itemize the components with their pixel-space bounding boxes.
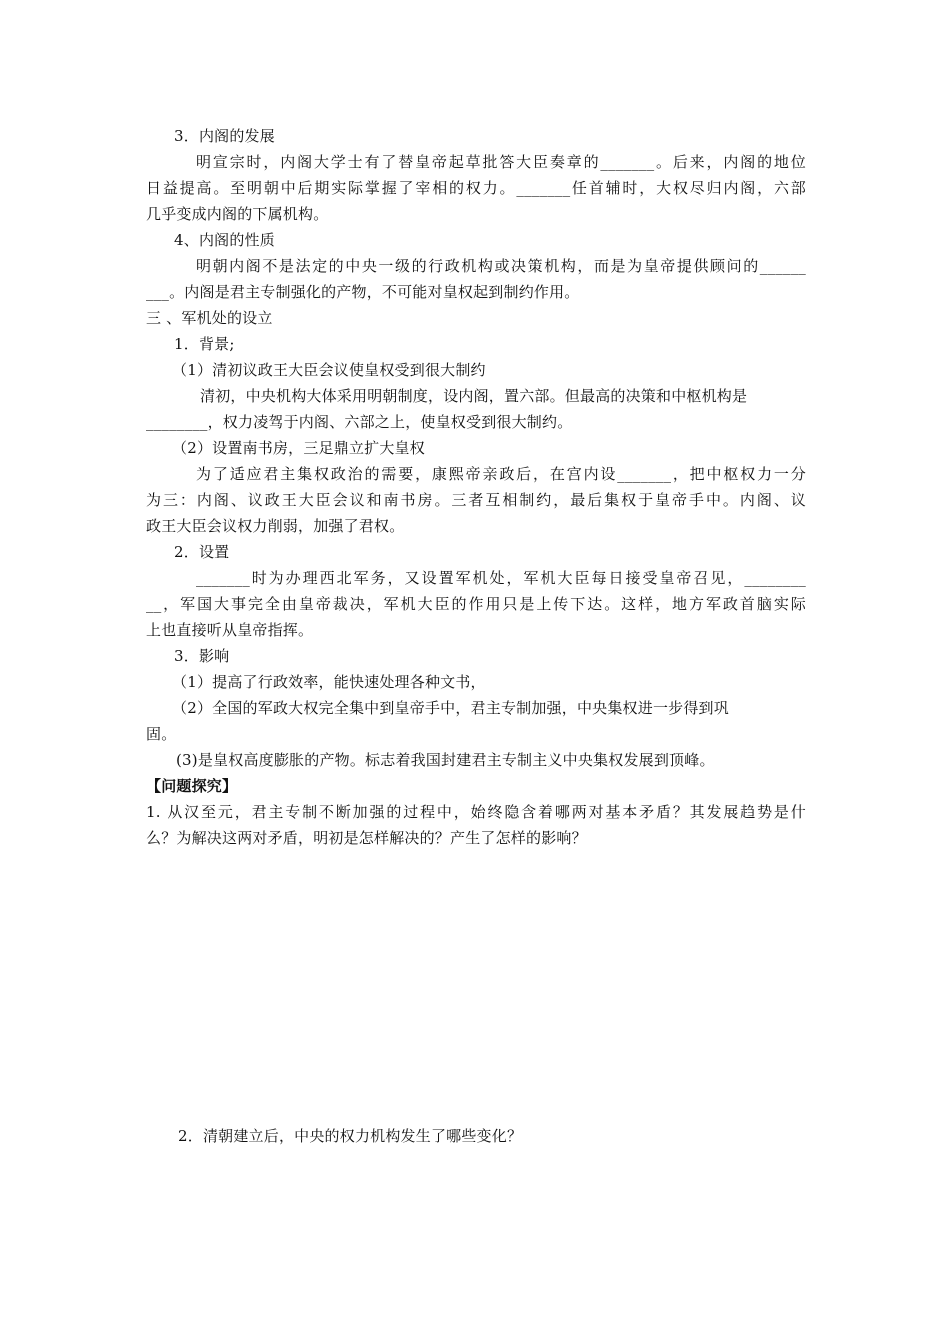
list-item: （2）全国的军政大权完全集中到皇帝手中，君主专制加强，中央集权进一步得到巩 <box>172 699 729 717</box>
question-1-continued: 么？为解决这两对矛盾，明初是怎样解决的？产生了怎样的影响？ <box>146 829 587 847</box>
paragraph-line: ___。内阁是君主专制强化的产物，不可能对皇权起到制约作用。 <box>146 283 580 301</box>
paragraph-line: __，军国大事完全由皇帝裁决，军机大臣的作用只是上传下达。这样，地方军政首脑实际 <box>146 595 806 613</box>
paragraph-line: 明朝内阁不是法定的中央一级的行政机构或决策机构，而是为皇帝提供顾问的______ <box>196 257 806 275</box>
list-item: (3)是皇权高度膨胀的产物。标志着我国封建君主专制主义中央集权发展到顶峰。 <box>176 751 715 769</box>
paragraph-line: 上也直接听从皇帝指挥。 <box>146 621 314 639</box>
paragraph-line: ________，权力凌驾于内阁、六部之上，使皇权受到很大制约。 <box>146 413 573 431</box>
question-2: 2．清朝建立后，中央的权力机构发生了哪些变化？ <box>178 1127 523 1145</box>
subheading-setup: 2．设置 <box>174 543 230 561</box>
question-1: 1. 从汉至元，君主专制不断加强的过程中，始终隐含着哪两对基本矛盾？其发展趋势是什 <box>146 803 806 821</box>
paragraph-line: 清初，中央机构大体采用明朝制度，设内阁，置六部。但最高的决策和中枢机构是 <box>200 387 748 405</box>
paragraph-line: 为三：内阁、议政王大臣会议和南书房。三者互相制约，最后集权于皇帝手中。内阁、议 <box>146 491 806 509</box>
paragraph-line: _______时为办理西北军务，又设置军机处，军机大臣每日接受皇帝召见，________ <box>196 569 806 587</box>
paragraph-line: 政王大臣会议权力削弱，加强了君权。 <box>146 517 405 535</box>
heading-cabinet-development: 3．内阁的发展 <box>174 127 275 145</box>
section-heading-junjichu: 三 、军机处的设立 <box>146 309 273 327</box>
subheading-item: （2）设置南书房，三足鼎立扩大皇权 <box>172 439 425 457</box>
paragraph-line: 为了适应君主集权政治的需要，康熙帝亲政后，在宫内设_______，把中枢权力一分 <box>196 465 806 483</box>
paragraph-line: 明宣宗时，内阁大学士有了替皇帝起草批答大臣奏章的_______。后来，内阁的地位 <box>196 153 806 171</box>
subheading-item: （1）清初议政王大臣会议使皇权受到很大制约 <box>172 361 486 379</box>
section-heading-inquiry: 【问题探究】 <box>146 777 238 795</box>
subheading-impact: 3．影响 <box>174 647 230 665</box>
heading-cabinet-nature: 4、内阁的性质 <box>174 231 275 249</box>
paragraph-line: 几乎变成内阁的下属机构。 <box>146 205 329 223</box>
list-item: （1）提高了行政效率，能快速处理各种文书， <box>172 673 486 691</box>
list-item-continued: 固。 <box>146 725 177 743</box>
subheading-background: 1．背景; <box>174 335 235 353</box>
paragraph-line: 日益提高。至明朝中后期实际掌握了宰相的权力。_______任首辅时，大权尽归内阁，六部 <box>146 179 806 197</box>
